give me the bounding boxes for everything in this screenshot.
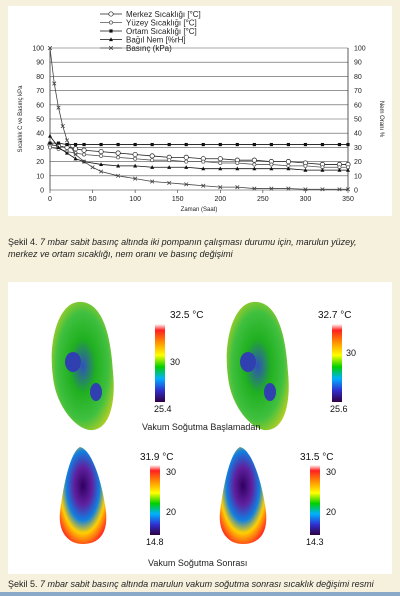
data-point [270,163,273,166]
data-point [236,161,239,164]
y2-tick-label: 0 [354,187,358,195]
data-point [287,143,290,146]
y-tick-label: 10 [36,173,44,181]
data-point [109,12,113,16]
legend-label: Basınç (kPa) [126,44,172,53]
data-point [338,143,341,146]
data-point [202,160,205,163]
legend-label: Merkez Sıcaklığı [°C] [126,10,201,19]
data-point [74,143,77,146]
data-point [219,161,222,164]
scale-mid: 30 [170,357,181,367]
row2-label: Vakum Soğutma Sonrası [148,558,248,568]
y2-tick-label: 60 [354,102,362,110]
data-point [99,143,102,146]
x-tick-label: 0 [48,196,52,203]
thermal-image-1 [52,302,165,430]
data-point [168,143,171,146]
y-axis-label: Sıcaklık C ve Basınç kPa [18,85,24,153]
data-point [48,134,52,138]
x-axis-label: Zaman (Saat) [180,207,218,213]
scale-min: 14.8 [146,537,164,547]
data-point [252,158,256,162]
y-tick-label: 70 [36,88,44,96]
x-tick-label: 50 [88,196,97,203]
y2-tick-label: 10 [354,173,362,181]
scale-max: 31.9 °C [140,452,174,463]
y2-tick-label: 100 [354,45,366,53]
scale-mid: 20 [326,507,337,517]
color-scale [150,465,160,535]
color-scale [310,465,320,535]
data-point [99,149,103,153]
data-point [91,165,95,169]
data-point [286,159,290,163]
figure-5-caption [8,578,388,590]
data-point [73,147,77,151]
figure-4-text: 7 mbar sabit basınç altında iki pompanın çalışması durumu için, marulun yüzey, merkez ve ortam sıcaklığı, nem oranı ve basınç değişimi [8,237,357,259]
data-point [117,156,120,159]
series-line [50,143,348,144]
scale-min: 14.3 [306,537,324,547]
x-tick-label: 250 [257,196,269,203]
data-point [270,143,273,146]
legend-label: Bağıl Nem [%rH] [126,35,186,45]
x-tick-label: 300 [299,196,312,203]
scale-min: 25.6 [330,404,348,414]
data-point [304,143,307,146]
color-scale [332,324,342,402]
data-point [346,143,349,146]
data-point [219,143,222,146]
data-point [82,153,85,156]
y2-tick-label: 20 [354,159,362,167]
data-point [133,152,137,156]
legend-label: Ortam Sıcaklığı [°C] [126,27,197,36]
x-tick-label: 100 [129,196,141,203]
data-point [109,29,112,32]
y2-tick-label: 50 [354,116,362,124]
data-point [74,157,78,161]
figure-5-label: Şekil 5. [8,579,38,589]
scale-mid: 20 [166,507,177,517]
thermal-image-2 [227,302,342,430]
data-point [184,155,188,159]
x-tick-label: 150 [171,196,184,203]
y-tick-label: 90 [36,59,44,67]
scale-mid: 30 [326,467,337,477]
data-point [134,157,137,160]
data-point [134,143,137,146]
data-point [253,163,256,166]
bottom-rule [0,592,400,596]
figure-4-caption [8,236,388,260]
data-point [236,143,239,146]
data-point [253,143,256,146]
data-point [99,154,102,157]
legend-label: Yüzey Sıcaklığı [°C] [126,18,197,28]
series-line [50,136,348,170]
y-tick-label: 80 [36,73,44,81]
data-point [185,160,188,163]
scale-max: 32.5 °C [170,310,204,321]
scale-mid: 30 [166,467,177,477]
x-tick-label: 350 [342,196,354,203]
scale-mid: 30 [346,348,357,358]
data-point [202,143,205,146]
row1-label: Vakum Soğutma Başlamadan [142,422,261,432]
data-point [185,143,188,146]
data-point [218,157,222,161]
y-tick-label: 30 [36,144,44,152]
data-point [116,151,120,155]
x-tick-label: 200 [214,196,227,203]
data-point [117,143,120,146]
data-point [321,143,324,146]
y2-axis-label: Nem Oranı % [378,100,384,138]
data-point [168,159,171,162]
y-tick-label: 40 [36,130,44,138]
data-point [151,143,154,146]
line-chart [8,6,392,216]
y-tick-label: 50 [36,116,44,124]
y2-tick-label: 70 [354,88,362,96]
data-point [82,143,85,146]
data-point [65,143,68,146]
y-tick-label: 0 [40,187,44,195]
scale-min: 25.4 [154,404,172,414]
scale-max: 31.5 °C [300,452,334,463]
data-point [109,21,112,24]
data-point [150,154,154,158]
color-scale [155,324,165,402]
data-point [151,159,154,162]
y2-tick-label: 90 [354,59,362,67]
data-point [82,148,86,152]
figure-5-text: 7 mbar sabit basınç altında marulun vakum soğutma sonrası sıcaklık değişimi resmi [40,579,374,589]
data-point [57,142,60,145]
y2-tick-label: 40 [354,130,362,138]
data-point [48,142,51,145]
figure-4-label: Şekil 4. [8,237,38,247]
chart-panel [8,6,392,216]
y-tick-label: 100 [32,45,44,53]
scale-max: 32.7 °C [318,310,352,321]
data-point [48,146,51,149]
y2-tick-label: 80 [354,73,362,81]
y-tick-label: 20 [36,159,44,167]
y-tick-label: 60 [36,102,44,110]
data-point [304,164,307,167]
thermal-panel [8,282,392,574]
y2-tick-label: 30 [354,144,362,152]
